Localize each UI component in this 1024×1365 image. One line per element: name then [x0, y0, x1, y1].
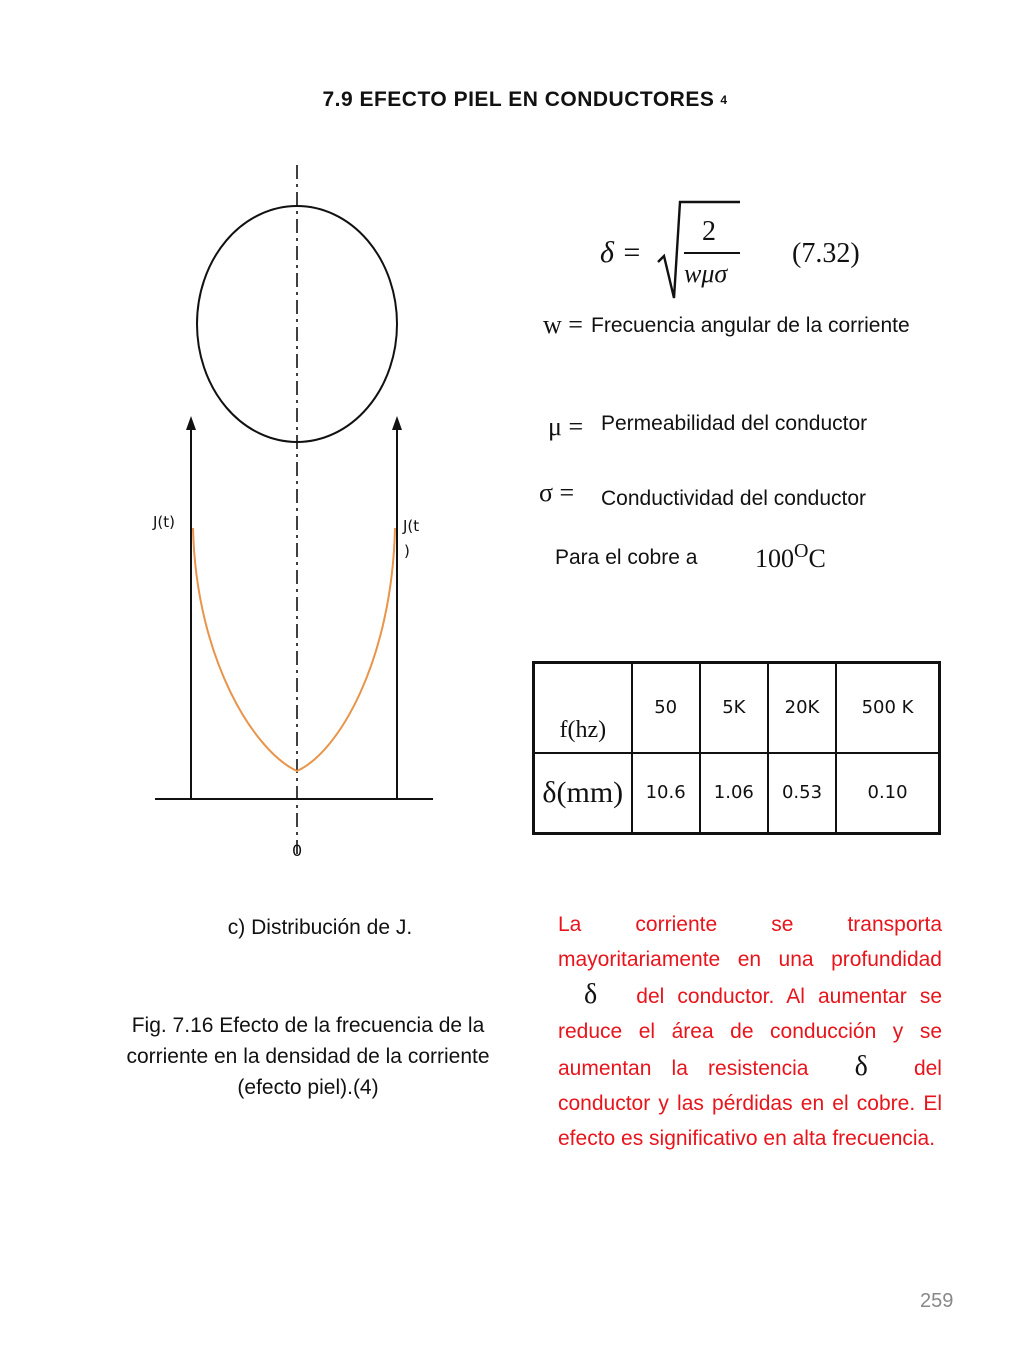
- header-depth: δ(mm): [534, 753, 632, 834]
- freq-cell: 20K: [768, 663, 836, 753]
- equation-numerator: 2: [702, 216, 716, 247]
- def-symbol-w: w =: [543, 310, 583, 339]
- j-label-left: J(t): [153, 513, 176, 531]
- def-symbol-mu: μ =: [548, 412, 584, 441]
- degree-symbol: O: [794, 540, 809, 562]
- def-text-sigma: Conductividad del conductor: [601, 487, 867, 510]
- depth-cell: 0.53: [768, 753, 836, 834]
- paragraph-part1: La corriente se transporta mayoritariamente en una profundidad: [558, 913, 942, 971]
- def-symbol-sigma: σ =: [539, 478, 575, 507]
- freq-cell: 50: [632, 663, 700, 753]
- j-label-right-line2: ): [404, 542, 410, 560]
- explanation-paragraph: [558, 907, 942, 1156]
- section-title-text: 7.9 EFECTO PIEL EN CONDUCTORES: [322, 88, 715, 111]
- equation-denominator: wμσ: [684, 259, 728, 288]
- equation-number: (7.32): [792, 238, 860, 269]
- j-label-right-line1: J(t: [403, 517, 420, 535]
- left-arrow-head: [186, 416, 196, 430]
- section-title-ref: 4: [720, 93, 728, 108]
- freq-cell: 5K: [700, 663, 768, 753]
- depth-cell: 0.10: [836, 753, 939, 834]
- figure-caption: Fig. 7.16 Efecto de la frecuencia de la corriente en la densidad de la corriente (efecto piel).(4): [126, 1014, 490, 1099]
- depth-cell: 1.06: [700, 753, 768, 834]
- delta-symbol-1: δ: [584, 979, 598, 1010]
- copper-temp-value: 100: [755, 544, 794, 573]
- delta-symbol-2: δ: [854, 1051, 868, 1082]
- current-density-curve: [193, 528, 395, 771]
- page-number: 259: [920, 1290, 954, 1312]
- depth-cell: 10.6: [632, 753, 700, 834]
- origin-label: 0: [292, 841, 303, 860]
- table-row-frequency: [534, 663, 940, 753]
- freq-cell: 500 K: [836, 663, 939, 753]
- paragraph-part2: del conductor. Al aumentar se reduce el área de conducción y se aumentan la resistencia: [558, 985, 942, 1080]
- copper-temperature: [755, 540, 826, 574]
- equation-lhs: δ =: [600, 236, 642, 269]
- header-frequency: f(hz): [534, 663, 632, 753]
- right-arrow-head: [392, 416, 402, 430]
- def-text-mu: Permeabilidad del conductor: [601, 412, 868, 435]
- copper-temp-unit: C: [808, 544, 826, 573]
- copper-note-text: Para el cobre a: [555, 546, 698, 569]
- distribution-caption: c) Distribución de J.: [227, 916, 413, 939]
- def-text-w: Frecuencia angular de la corriente: [591, 314, 910, 337]
- conductor-circle: [197, 206, 397, 442]
- table-row-depth: [534, 753, 940, 834]
- paragraph-part3: del conductor y las pérdidas en el cobre. El efecto es significativo en alta frecuencia.: [558, 1057, 942, 1150]
- skin-depth-table: [532, 661, 941, 835]
